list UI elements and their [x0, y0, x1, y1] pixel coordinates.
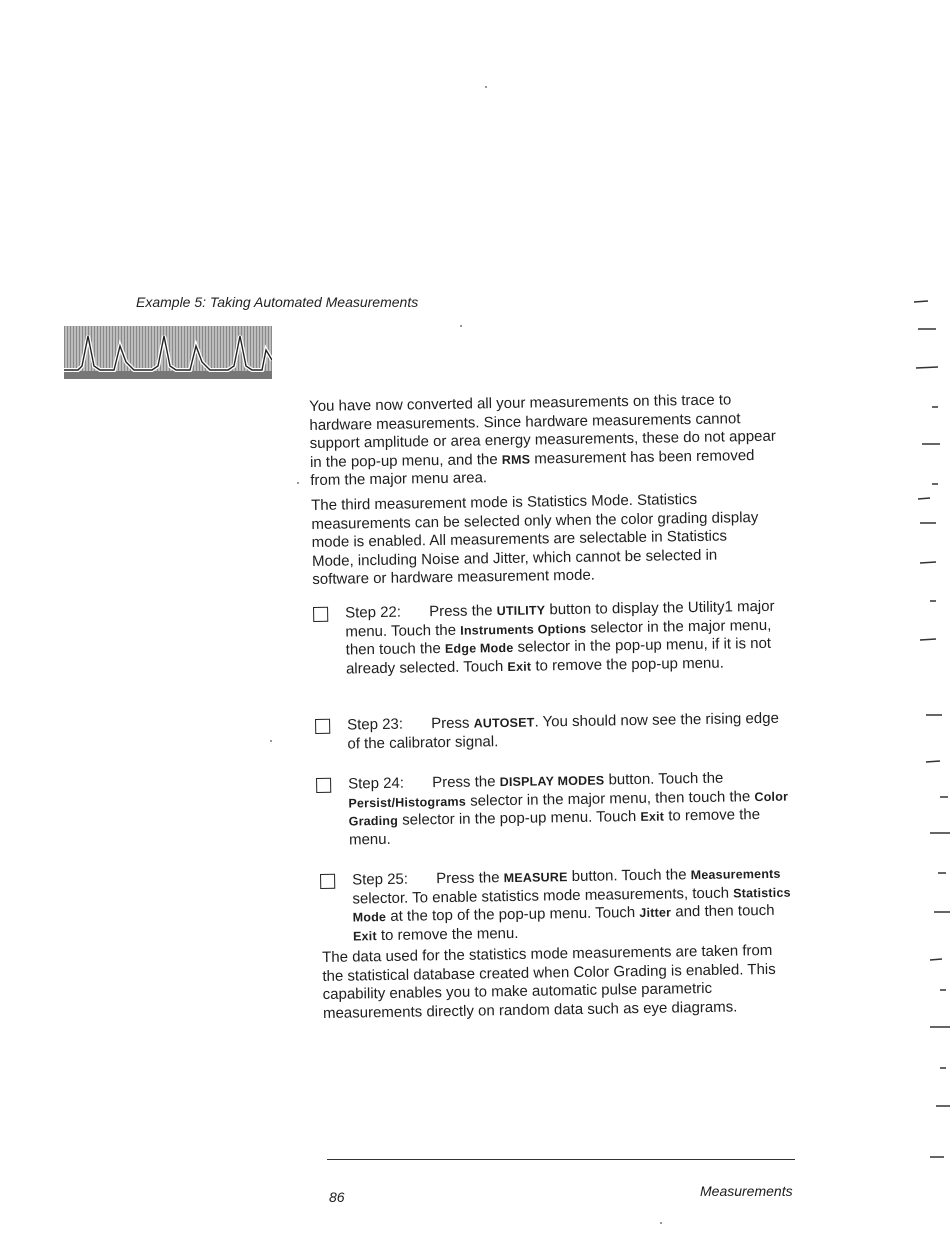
step-text: . You should now see the rising edge of the calibrator signal.	[347, 709, 779, 752]
step-text: button. Touch the	[604, 769, 724, 789]
step-text: to remove the menu.	[348, 806, 761, 848]
step-label: Step 23:	[346, 715, 404, 734]
waveform-icon	[64, 326, 272, 379]
step-label: Step 22:	[344, 603, 402, 622]
step-text: selector in the pop-up menu, if it is not already selected. Touch	[345, 634, 772, 677]
step-24	[316, 769, 789, 850]
step-text: button. Touch the	[567, 866, 691, 886]
instruments-options-keyword: Instruments Options	[460, 621, 587, 638]
scan-speck	[485, 86, 487, 88]
step-22-checkbox[interactable]	[313, 607, 328, 622]
step-text: at the top of the pop-up menu. Touch	[386, 903, 640, 925]
scan-edge-marks	[810, 0, 950, 1241]
step-text: to remove the menu.	[376, 924, 519, 944]
step-text: selector in the major menu, then touch the	[465, 787, 755, 810]
page-number: 86	[329, 1189, 345, 1205]
step-label: Step 24:	[347, 774, 405, 793]
footer-section-title: Measurements	[700, 1183, 793, 1199]
step-25	[320, 865, 793, 946]
jitter-keyword: Jitter	[639, 905, 672, 920]
intro-text-a: You have now converted all your measurements on this trace to hardware measurements. Since hardware measurements cannot support amplitude or area energy measurements, these do not appear in the pop-up menu, and the	[309, 391, 776, 471]
scan-speck	[297, 482, 299, 484]
step-23	[315, 710, 788, 754]
intro-text-b: measurement has been removed from the major menu area.	[310, 446, 755, 489]
scan-speck	[660, 1222, 662, 1224]
step-text: button to display the Utility1 major menu. Touch the	[345, 597, 775, 640]
edge-mode-keyword: Edge Mode	[444, 640, 514, 656]
step-text: Press the	[435, 869, 504, 888]
rms-keyword: RMS	[501, 452, 531, 467]
step-text: Press the	[431, 773, 500, 792]
footer-rule	[327, 1159, 795, 1160]
step-24-checkbox[interactable]	[316, 778, 331, 793]
statistics-mode-keyword: Statistics Mode	[352, 885, 791, 925]
step-text: selector in the major menu, then touch the	[345, 616, 772, 659]
step-text: selector in the pop-up menu. Touch	[397, 807, 641, 829]
closing-paragraph: The data used for the statistics mode measurements are taken from the statistical database created when Color Grading is enabled. This capability enables you to make automatic pulse parametric measurements directly on random data such as eye diagrams.	[322, 941, 776, 1022]
intro-paragraph-2: The third measurement mode is Statistics Mode. Statistics measurements can be selected only when the color grading display mode is enabled. All measurements are selectable in Statistics Mode, including Noise and Jitter, which cannot be selected in software or hardware measurement mode.	[311, 490, 759, 588]
color-grading-keyword: Color Grading	[348, 789, 789, 829]
exit-keyword: Exit	[640, 809, 665, 824]
step-label: Step 25:	[351, 870, 409, 889]
utility-keyword: UTILITY	[496, 603, 546, 619]
step-23-checkbox[interactable]	[315, 719, 330, 734]
step-text: selector. To enable statistics mode measurements, touch	[352, 884, 734, 907]
step-22	[313, 598, 776, 679]
exit-keyword: Exit	[352, 928, 377, 943]
step-text: and then touch	[671, 901, 775, 921]
scan-speck	[460, 325, 462, 327]
step-text: Press	[430, 714, 474, 733]
exit-keyword: Exit	[507, 659, 532, 674]
step-25-checkbox[interactable]	[320, 874, 335, 889]
step-text: to remove the pop-up menu.	[531, 654, 724, 675]
display-modes-keyword: DISPLAY MODES	[499, 773, 605, 790]
intro-paragraph-1	[309, 391, 780, 491]
running-header: Example 5: Taking Automated Measurements	[136, 294, 419, 310]
step-text: Press the	[428, 602, 497, 621]
measurements-keyword: Measurements	[690, 866, 781, 883]
scan-speck	[270, 740, 272, 742]
autoset-keyword: AUTOSET	[473, 715, 535, 731]
persist-histograms-keyword: Persist/Histograms	[348, 794, 467, 810]
measure-keyword: MEASURE	[503, 870, 568, 886]
